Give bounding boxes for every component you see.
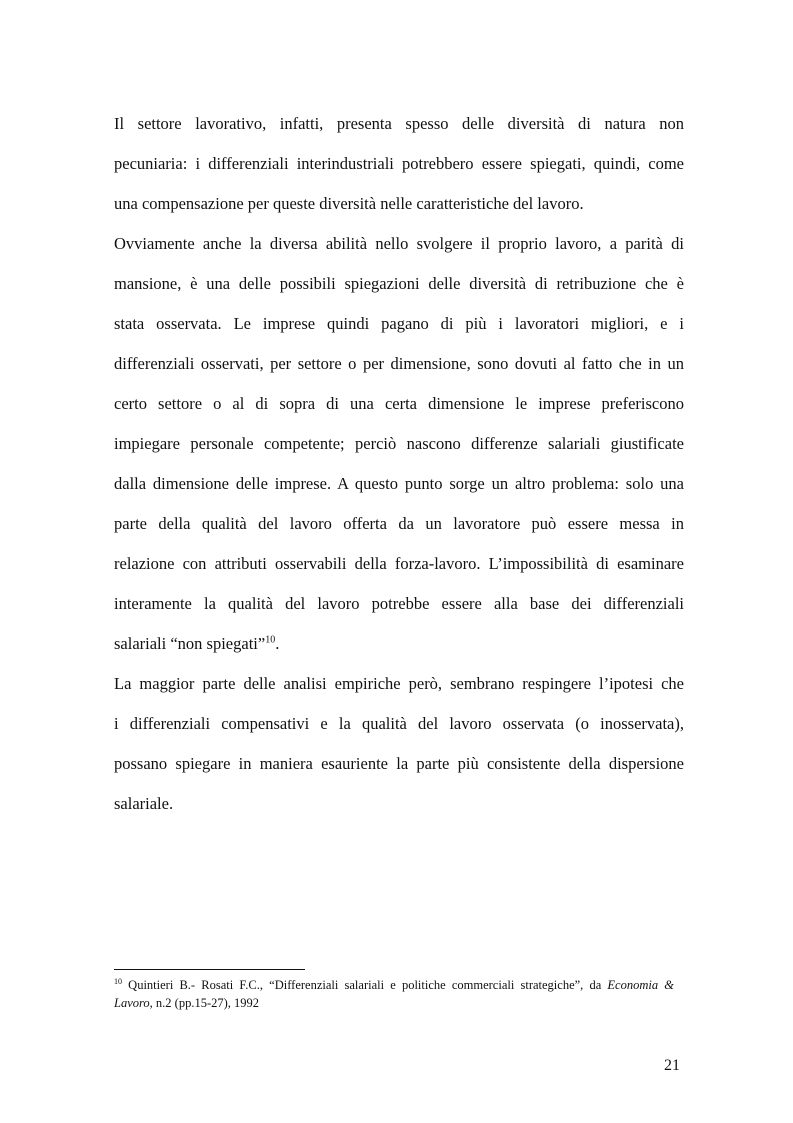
body-line: una compensazione per queste diversità nelle caratteristiche del lavoro. <box>114 194 584 213</box>
page-number: 21 <box>664 1057 680 1074</box>
body-line: salariale. <box>114 794 174 813</box>
footnote-separator <box>114 969 305 970</box>
body-line: mansione, è una delle possibili spiegazioni delle diversità di retribuzione che è <box>114 274 684 293</box>
footnote-reference-marker: 10 <box>265 634 276 646</box>
body-line-punctuation: . <box>275 634 280 653</box>
body-line: pecuniaria: i differenziali interindustriali potrebbero essere spiegati, quindi, come <box>114 154 684 173</box>
body-line: impiegare personale competente; perciò nascono differenze salariali giustificate <box>114 434 684 453</box>
body-line: differenziali osservati, per settore o per dimensione, sono dovuti al fatto che in un <box>114 354 684 373</box>
footnote-marker: 10 <box>114 976 122 986</box>
body-line: Il settore lavorativo, infatti, presenta spesso delle diversità di natura non <box>114 114 684 133</box>
body-line: possano spiegare in maniera esauriente la parte più consistente della dispersione <box>114 754 684 773</box>
body-line: relazione con attributi osservabili della forza-lavoro. L’impossibilità di esaminare <box>114 554 684 573</box>
footnote-journal: Economia & <box>607 978 674 992</box>
footnote <box>114 976 674 1012</box>
body-line: parte della qualità del lavoro offerta da un lavoratore può essere messa in <box>114 514 684 533</box>
body-line: stata osservata. Le imprese quindi pagano di più i lavoratori migliori, e i <box>114 314 684 333</box>
footnote-line <box>114 994 674 1012</box>
body-line: Ovviamente anche la diversa abilità nello svolgere il proprio lavoro, a parità di <box>114 234 684 253</box>
body-line: i differenziali compensativi e la qualità del lavoro osservata (o inosservata), <box>114 714 684 733</box>
footnote-text: , n.2 (pp.15-27), 1992 <box>149 996 260 1010</box>
footnote-line <box>114 976 674 994</box>
body-line: dalla dimensione delle imprese. A questo punto sorge un altro problema: solo una <box>114 474 684 493</box>
footnote-journal: Lavoro <box>114 996 150 1010</box>
body-line-with-footnote-ref <box>114 630 684 670</box>
body-line: La maggior parte delle analisi empiriche però, sembrano respingere l’ipotesi che <box>114 674 684 693</box>
body-line: interamente la qualità del lavoro potrebbe essere alla base dei differenziali <box>114 594 684 613</box>
footnote-text: Quintieri B.- Rosati F.C., “Differenziali salariali e politiche commerciali strategiche”, da <box>122 978 608 992</box>
body-line: certo settore o al di sopra di una certa dimensione le imprese preferiscono <box>114 394 684 413</box>
body-line-text: salariali “non spiegati” <box>114 634 266 653</box>
body-text <box>114 110 684 830</box>
